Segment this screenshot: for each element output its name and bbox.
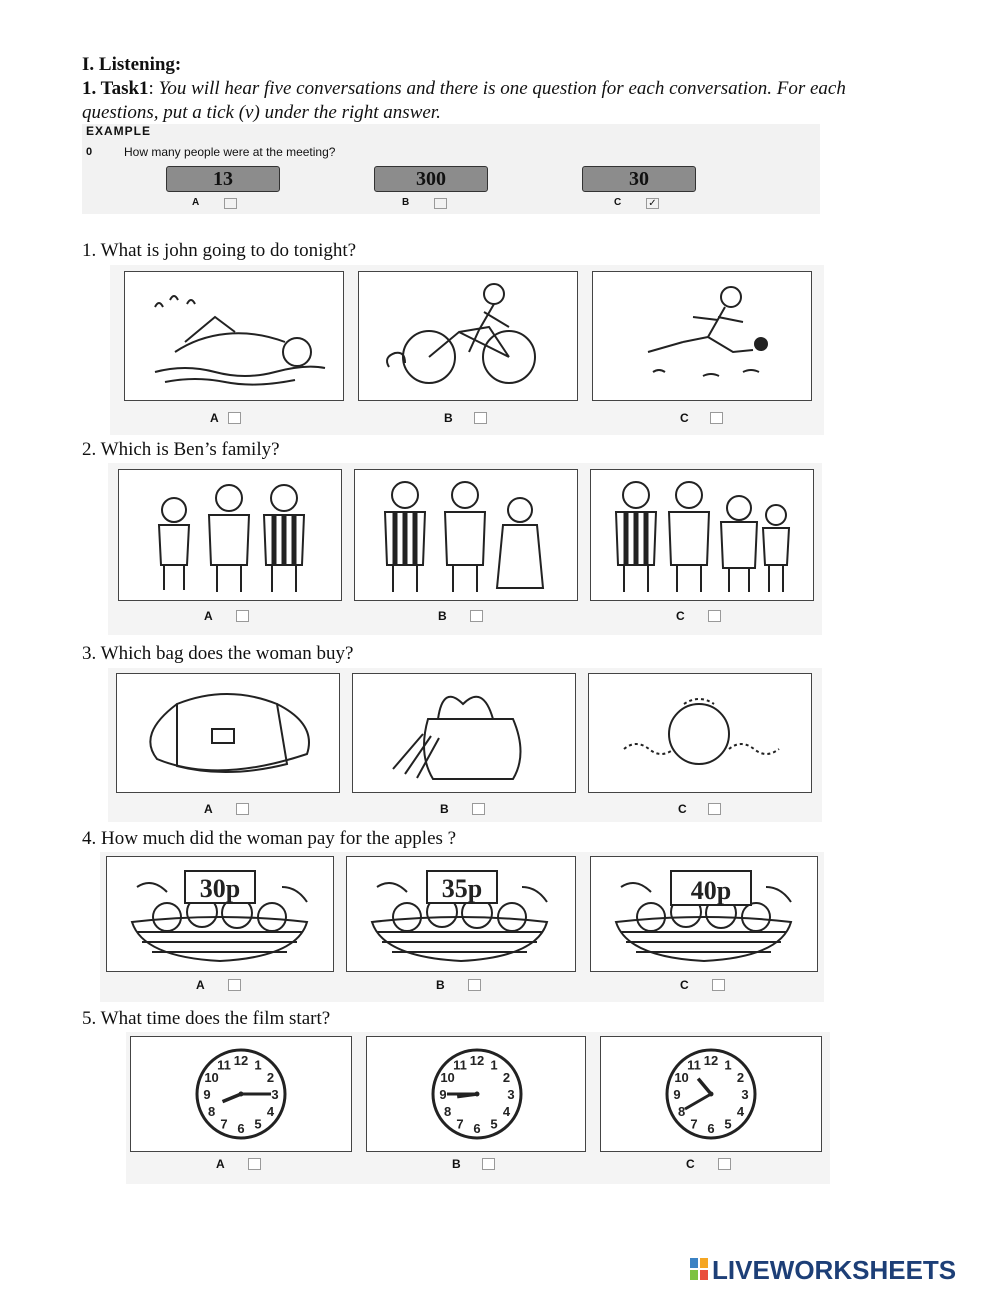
clock-numeral: 4 [266,1104,275,1119]
example-option-c-letter: C [614,197,622,208]
question-2-options [108,463,822,635]
shoulder-bag-icon [117,674,339,792]
example-option-b-letter: B [402,197,410,208]
question-5-checkbox-a[interactable] [248,1158,261,1170]
beaded-purse-icon [589,674,811,792]
question-1-checkbox-b[interactable] [474,412,487,424]
clock-numeral: 6 [237,1121,245,1136]
question-4-option-a: A [196,978,205,992]
handbag-icon [353,674,575,792]
cyclist-icon [359,272,577,400]
question-3-option-a: A [204,802,213,816]
clock-numeral: 12 [233,1053,249,1068]
clock-numeral: 11 [687,1057,701,1073]
cycling-picture [358,271,578,401]
question-5-checkbox-c[interactable] [718,1158,731,1170]
clock-numeral: 2 [502,1070,511,1085]
question-1-text: 1. What is john going to do tonight? [82,240,357,261]
price-tag-a: 30p [199,874,241,903]
clock-numeral: 1 [254,1057,262,1073]
clock-numeral: 10 [674,1070,689,1085]
clock-numeral: 8 [443,1104,452,1119]
example-option-a-letter: A [192,197,200,208]
question-4-text: 4. How much did the woman pay for the apples ? [82,828,457,849]
question-2-option-a: A [204,609,213,623]
question-1-option-a: A [210,411,219,425]
apples-35p-picture [346,856,576,972]
clock-numeral: 7 [690,1116,698,1132]
shoulder-bag-picture [116,673,340,793]
example-question: How many people were at the meeting? [124,145,336,159]
family-b-picture [354,469,578,601]
apple-basket-b-icon [347,857,575,971]
question-3-checkbox-b[interactable] [472,803,485,815]
clock-numeral: 3 [507,1087,515,1102]
handbag-picture [352,673,576,793]
clock-numeral: 5 [490,1116,498,1132]
hour-hand [698,1079,711,1094]
swimmer-icon [125,272,343,400]
clock-numeral: 9 [203,1087,211,1102]
liveworksheets-logo: LIVEWORKSHEETS [712,1255,957,1285]
question-5-option-c: C [686,1157,695,1171]
clock-b-picture [366,1036,586,1152]
clock-numeral: 2 [736,1070,745,1085]
question-5-checkbox-b[interactable] [482,1158,495,1170]
football-picture [592,271,812,401]
question-2-checkbox-b[interactable] [470,610,483,622]
example-number: 0 [86,146,93,158]
task-instructions [82,77,922,125]
clock-numeral: 2 [266,1070,275,1085]
swimming-picture [124,271,344,401]
clock-numeral: 9 [673,1087,681,1102]
clock-numeral: 11 [453,1057,467,1073]
task-separator: : [148,78,154,99]
example-label: EXAMPLE [86,124,152,138]
question-3-text: 3. Which bag does the woman buy? [82,643,354,664]
question-2-option-b: B [438,609,447,623]
question-1-checkbox-a[interactable] [228,412,241,424]
hour-hand [223,1094,241,1102]
clock-numeral: 4 [736,1104,745,1119]
clock-numeral: 6 [707,1121,715,1136]
question-3-checkbox-a[interactable] [236,803,249,815]
apples-40p-picture [590,856,818,972]
clock-numeral: 3 [741,1087,749,1102]
clock-numeral: 10 [204,1070,219,1085]
question-4-checkbox-a[interactable] [228,979,241,991]
clock-numeral: 1 [490,1057,498,1073]
question-3-checkbox-c[interactable] [708,803,721,815]
question-2-checkbox-a[interactable] [236,610,249,622]
question-3-options [108,668,822,822]
example-option-c-value: 30 [582,166,696,192]
question-3-option-b: B [440,802,449,816]
clock-center [709,1092,714,1097]
question-4-checkbox-c[interactable] [712,979,725,991]
example-checkbox-c [646,198,659,209]
apple-basket-a-icon [107,857,333,971]
example-option-a-value: 13 [166,166,280,192]
task-instruction-text: You will hear five conversations and there is one question for each conversation. For each questions, put a tick (v) under the right answer. [82,78,846,123]
family-c-icon [591,470,813,600]
price-tag-c: 40p [690,876,732,905]
clock-numeral: 4 [502,1104,511,1119]
clock-numeral: 7 [220,1116,228,1132]
section-heading: I. Listening: [82,54,182,75]
question-1-checkbox-c[interactable] [710,412,723,424]
apple-basket-c-icon [591,857,817,971]
clock-numeral: 12 [469,1053,485,1068]
clock-numeral: 1 [724,1057,732,1073]
question-5-options [126,1032,830,1184]
example-option-b-value: 300 [374,166,488,192]
football-player-icon [593,272,811,400]
family-a-picture [118,469,342,601]
question-5-option-b: B [452,1157,461,1171]
minute-hand [685,1094,711,1109]
question-2-option-c: C [676,609,685,623]
question-1-option-c: C [680,411,689,425]
clock-center [475,1092,480,1097]
question-2-text: 2. Which is Ben’s family? [82,439,280,460]
family-a-icon [119,470,341,600]
question-2-checkbox-c[interactable] [708,610,721,622]
question-3-option-c: C [678,802,687,816]
clock-a-picture [130,1036,352,1152]
beaded-purse-picture [588,673,812,793]
apples-30p-picture [106,856,334,972]
question-4-options [100,852,824,1002]
task-label: 1. Task1 [82,78,149,99]
question-4-checkbox-b[interactable] [468,979,481,991]
clock-numeral: 8 [207,1104,216,1119]
clock-numeral: 11 [217,1057,231,1073]
question-5-option-a: A [216,1157,225,1171]
clock-a-icon [131,1037,351,1151]
clock-center [239,1092,244,1097]
question-5-text: 5. What time does the film start? [82,1008,331,1029]
example-panel [82,124,820,214]
family-c-picture [590,469,814,601]
clock-numeral: 5 [724,1116,732,1132]
example-checkbox-b [434,198,447,209]
liveworksheets-logo-icon [690,1258,708,1280]
question-1-options [110,265,824,435]
question-1-option-b: B [444,411,453,425]
check-mark-icon: ✓ [648,198,657,209]
clock-numeral: 12 [703,1053,719,1068]
price-tag-b: 35p [441,874,483,903]
clock-numeral: 7 [456,1116,464,1132]
question-4-option-b: B [436,978,445,992]
clock-numeral: 9 [439,1087,447,1102]
clock-numeral: 10 [440,1070,455,1085]
family-b-icon [355,470,577,600]
clock-c-icon [601,1037,821,1151]
clock-b-icon [367,1037,585,1151]
question-4-option-c: C [680,978,689,992]
clock-numeral: 8 [677,1104,686,1119]
clock-numeral: 6 [473,1121,481,1136]
clock-numeral: 3 [271,1087,279,1102]
clock-numeral: 5 [254,1116,262,1132]
example-checkbox-a [224,198,237,209]
clock-c-picture [600,1036,822,1152]
